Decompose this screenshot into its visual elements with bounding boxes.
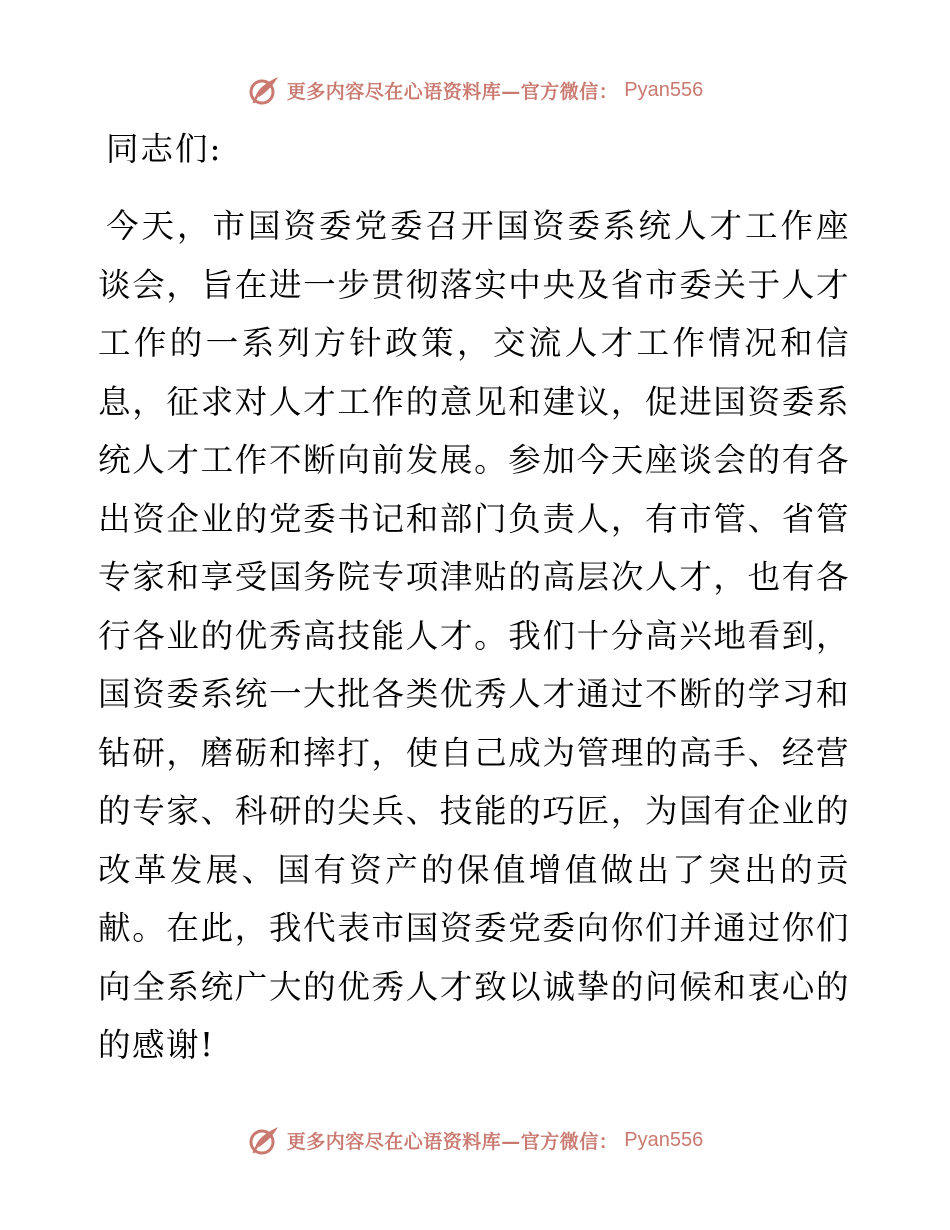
header-wechat-id: Pyan556 (624, 78, 704, 101)
footer-wechat-id: Pyan556 (624, 1128, 704, 1151)
footer-banner-text: 更多内容尽在心语资料库—官方微信： (286, 1130, 619, 1153)
quill-pen-logo-icon (247, 1123, 281, 1157)
body-paragraph: 今天，市国资委党委召开国资委系统人才工作座谈会，旨在进一步贯彻落实中央及省市委关于人才工作的一系列方针政策，交流人才工作情况和信息，征求对人才工作的意见和建议，促进国资委系统人才工作不断向前发展。参加今天座谈会的有各出资企业的党委书记和部门负责人，有市管、省管专家和享受国务院专项津贴的高层次人才，也有各行各业的优秀高技能人才。我们十分高兴地看到，国资委系统一大批各类优秀人才通过不断的学习和钻研，磨砺和摔打，使自己成为管理的高手、经营的专家、科研的尖兵、技能的巧匠，为国有企业的改革发展、国有资产的保值增值做出了突出的贡献。在此，我代表市国资委党委向你们并通过你们向全系统广大的优秀人才致以诚挚的问候和衷心的的感谢! (98, 207, 850, 1064)
header-banner (0, 70, 950, 110)
footer-banner (0, 1120, 950, 1160)
quill-pen-logo-icon (247, 73, 281, 107)
header-banner-text: 更多内容尽在心语资料库—官方微信： (286, 80, 619, 103)
salutation: 同志们: (106, 130, 223, 168)
document-body (98, 125, 850, 1075)
